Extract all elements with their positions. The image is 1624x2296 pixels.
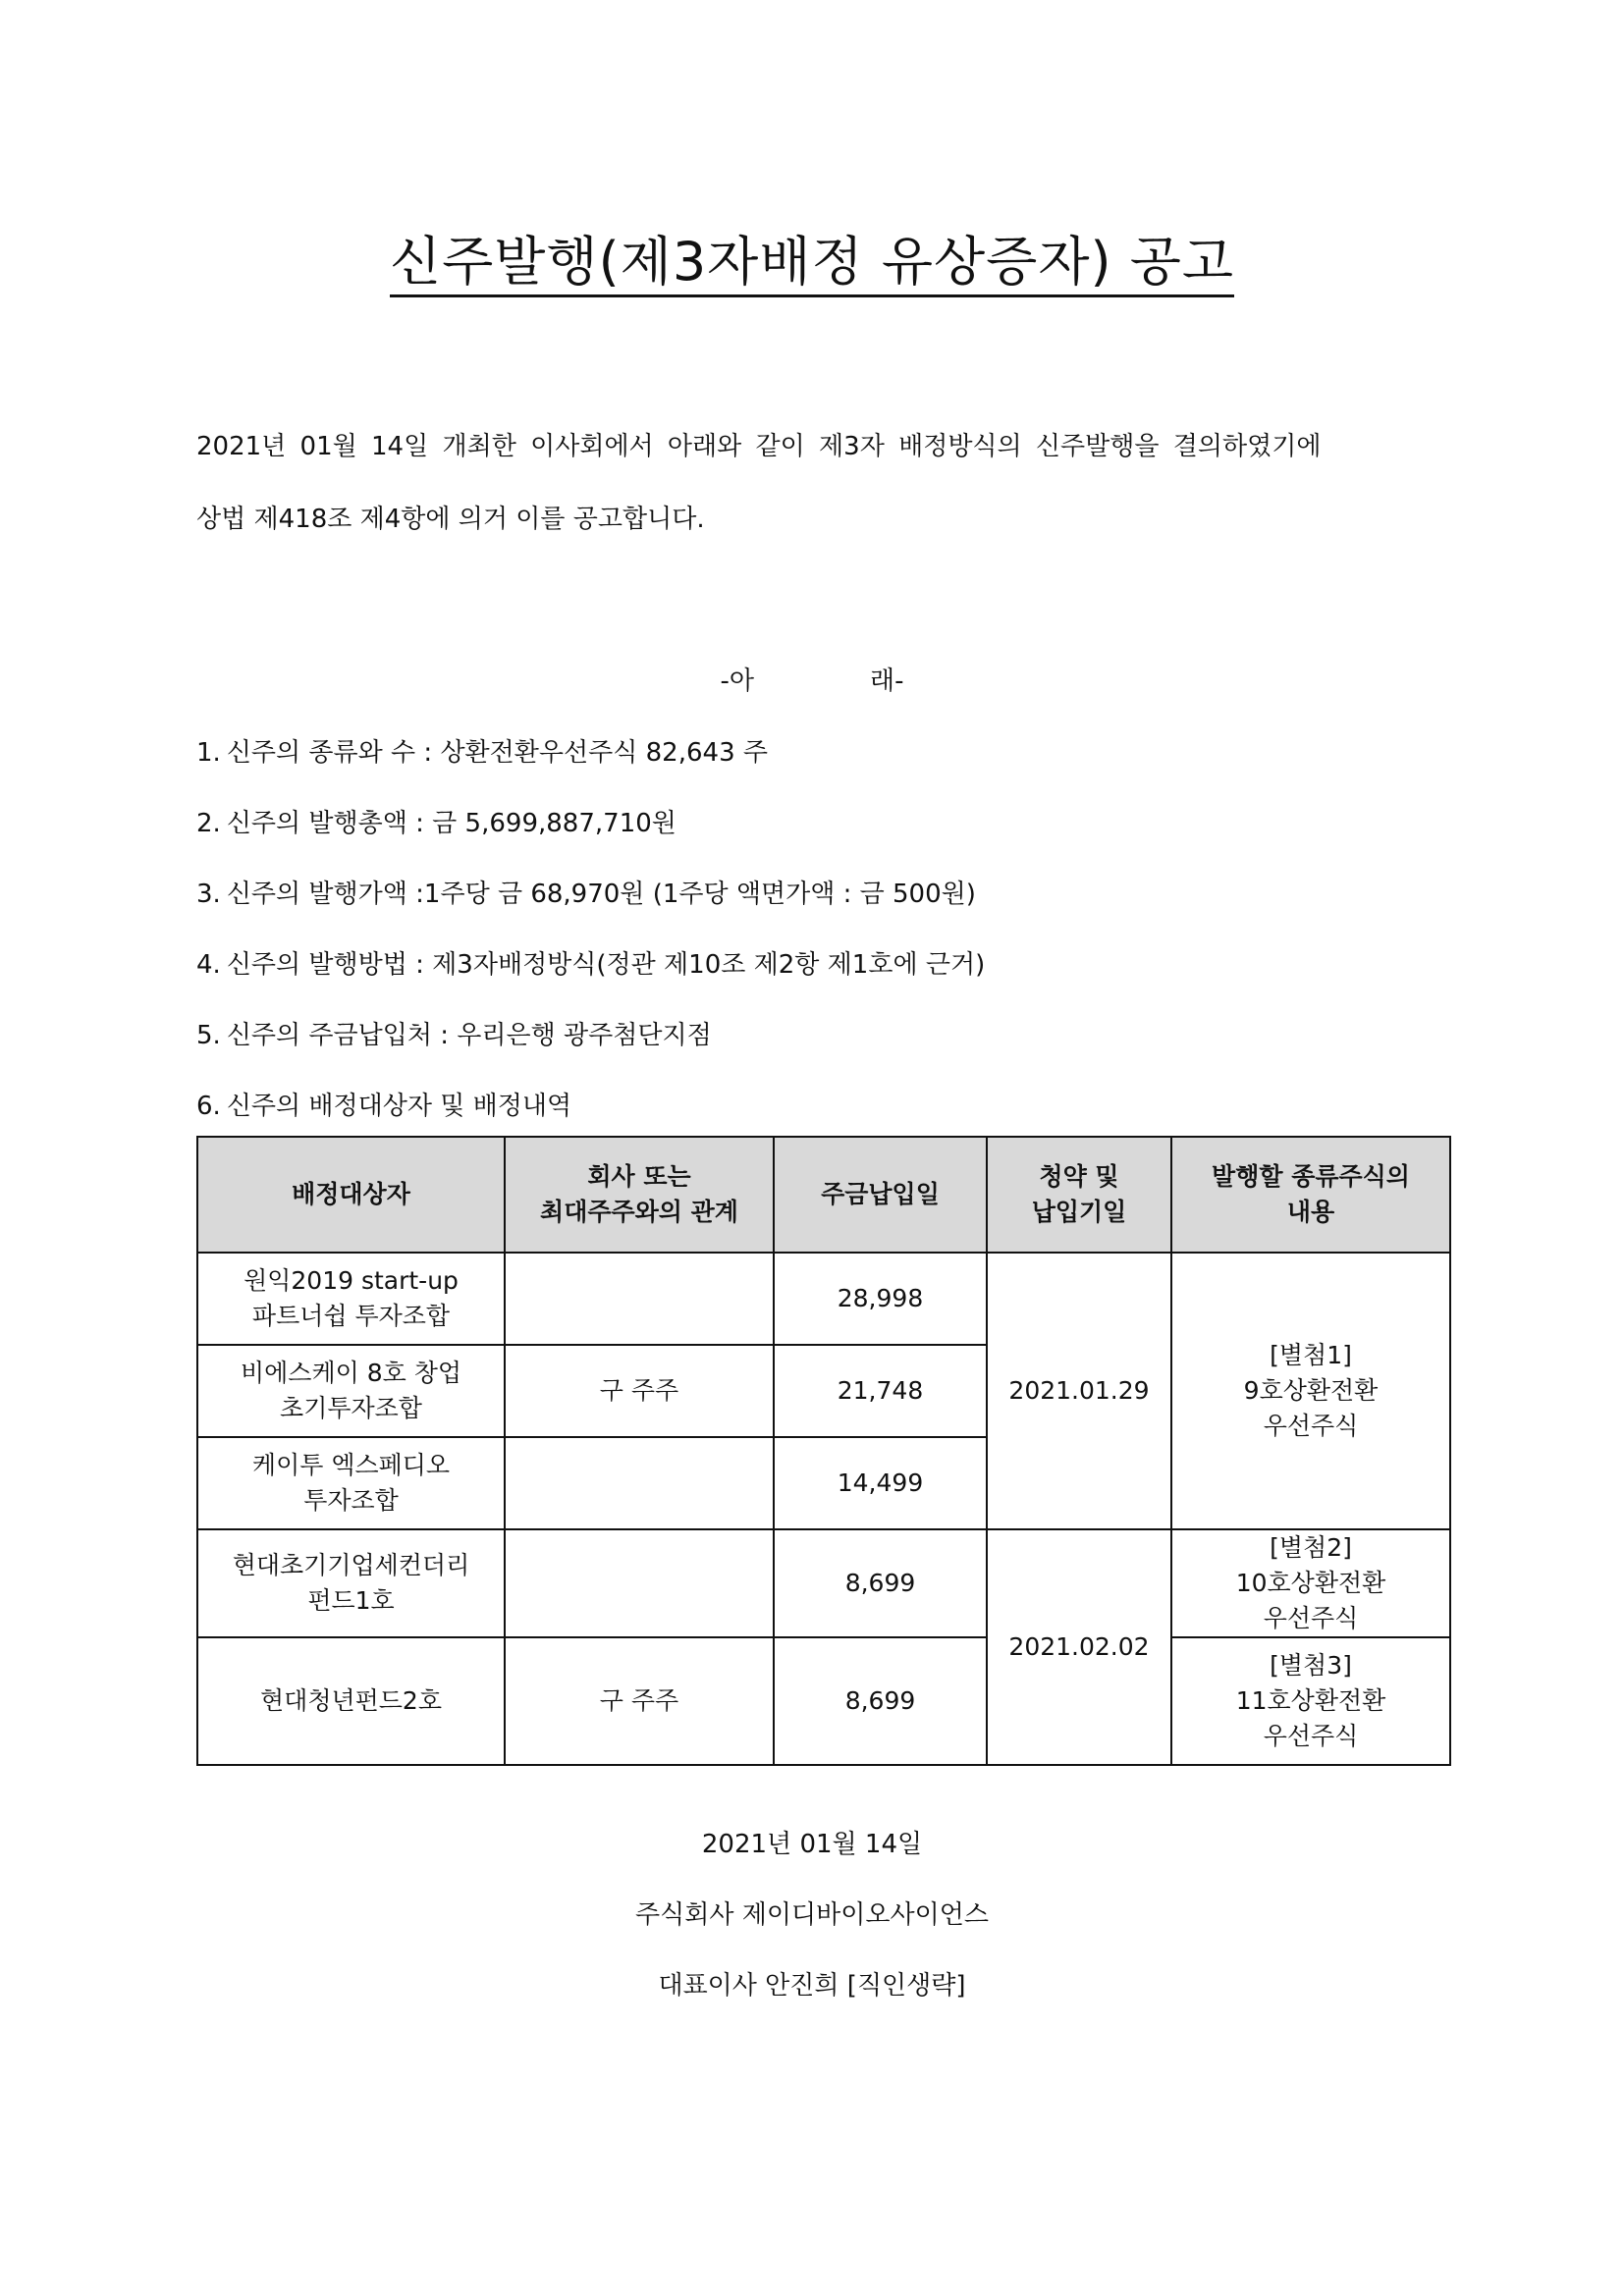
cell-target: 현대청년펀드2호 — [197, 1637, 505, 1765]
table-row — [197, 1637, 1450, 1765]
item-number: 4. — [196, 950, 221, 980]
footer-date: 2021년 01월 14일 — [701, 1830, 923, 1859]
item-5 — [196, 1019, 712, 1052]
item-number: 5. — [196, 1021, 221, 1050]
item-number: 1. — [196, 738, 221, 768]
allocation-table — [196, 1136, 1451, 1766]
intro-line-2: 상법 제418조 제4항에 의거 이를 공고합니다. — [196, 505, 705, 534]
item-number: 3. — [196, 880, 221, 909]
cell-target: 비에스케이 8호 창업 초기투자조합 — [197, 1345, 505, 1437]
cell-shares: 28,998 — [774, 1253, 987, 1345]
item-4 — [196, 948, 985, 982]
title-text: 신주발행(제3자배정 유상증자) 공고 — [390, 231, 1234, 297]
table-row — [197, 1529, 1450, 1637]
header-subscription-date: 청약 및 납입기일 — [987, 1137, 1171, 1253]
footer-ceo: 대표이사 안진희 [직인생략] — [658, 1971, 966, 2001]
item-text: 신주의 발행가액 :1주당 금 68,970원 (1주당 액면가액 : 금 500원) — [226, 880, 976, 909]
ahrae-right: 래- — [870, 667, 904, 696]
cell-share-kind-2: [별첨2] 10호상환전환 우선주식 — [1171, 1529, 1450, 1637]
cell-target: 현대초기기업세컨더리 펀드1호 — [197, 1529, 505, 1637]
item-1 — [196, 736, 768, 770]
ahrae-heading — [0, 665, 1624, 698]
document-title — [0, 228, 1624, 296]
header-payment-date: 주금납입일 — [774, 1137, 987, 1253]
item-3 — [196, 878, 976, 911]
header-target: 배정대상자 — [197, 1137, 505, 1253]
table-row — [197, 1253, 1450, 1345]
ahrae-left: -아 — [720, 667, 754, 696]
header-relation: 회사 또는 최대주주와의 관계 — [505, 1137, 774, 1253]
intro-line-1: 2021년 01월 14일 개최한 이사회에서 아래와 같이 제3자 배정방식의 신주발행을 결의하였기에 — [196, 432, 1322, 461]
item-number: 2. — [196, 809, 221, 838]
cell-shares: 8,699 — [774, 1637, 987, 1765]
cell-relation — [505, 1253, 774, 1345]
cell-relation: 구 주주 — [505, 1345, 774, 1437]
item-number: 6. — [196, 1092, 221, 1121]
item-text: 신주의 배정대상자 및 배정내역 — [226, 1092, 572, 1121]
table-header-row — [197, 1137, 1450, 1253]
cell-share-kind-1: [별첨1] 9호상환전환 우선주식 — [1171, 1253, 1450, 1529]
cell-relation: 구 주주 — [505, 1637, 774, 1765]
cell-target: 케이투 엑스페디오 투자조합 — [197, 1437, 505, 1529]
item-text: 신주의 주금납입처 : 우리은행 광주첨단지점 — [226, 1021, 712, 1050]
item-2 — [196, 807, 677, 840]
item-text: 신주의 발행총액 : 금 5,699,887,710원 — [226, 809, 677, 838]
item-6 — [196, 1090, 571, 1123]
cell-subscription-date-group1: 2021.01.29 — [987, 1253, 1171, 1529]
cell-shares: 14,499 — [774, 1437, 987, 1529]
footer-company: 주식회사 제이디바이오사이언스 — [635, 1900, 989, 1930]
item-text: 신주의 종류와 수 : 상환전환우선주식 82,643 주 — [226, 738, 768, 768]
cell-subscription-date-group2: 2021.02.02 — [987, 1529, 1171, 1765]
cell-target: 원익2019 start-up 파트너쉽 투자조합 — [197, 1253, 505, 1345]
cell-relation — [505, 1437, 774, 1529]
cell-share-kind-3: [별첨3] 11호상환전환 우선주식 — [1171, 1637, 1450, 1765]
cell-shares: 8,699 — [774, 1529, 987, 1637]
header-share-kind: 발행할 종류주식의 내용 — [1171, 1137, 1450, 1253]
item-text: 신주의 발행방법 : 제3자배정방식(정관 제10조 제2항 제1호에 근거) — [226, 950, 986, 980]
cell-relation — [505, 1529, 774, 1637]
cell-shares: 21,748 — [774, 1345, 987, 1437]
